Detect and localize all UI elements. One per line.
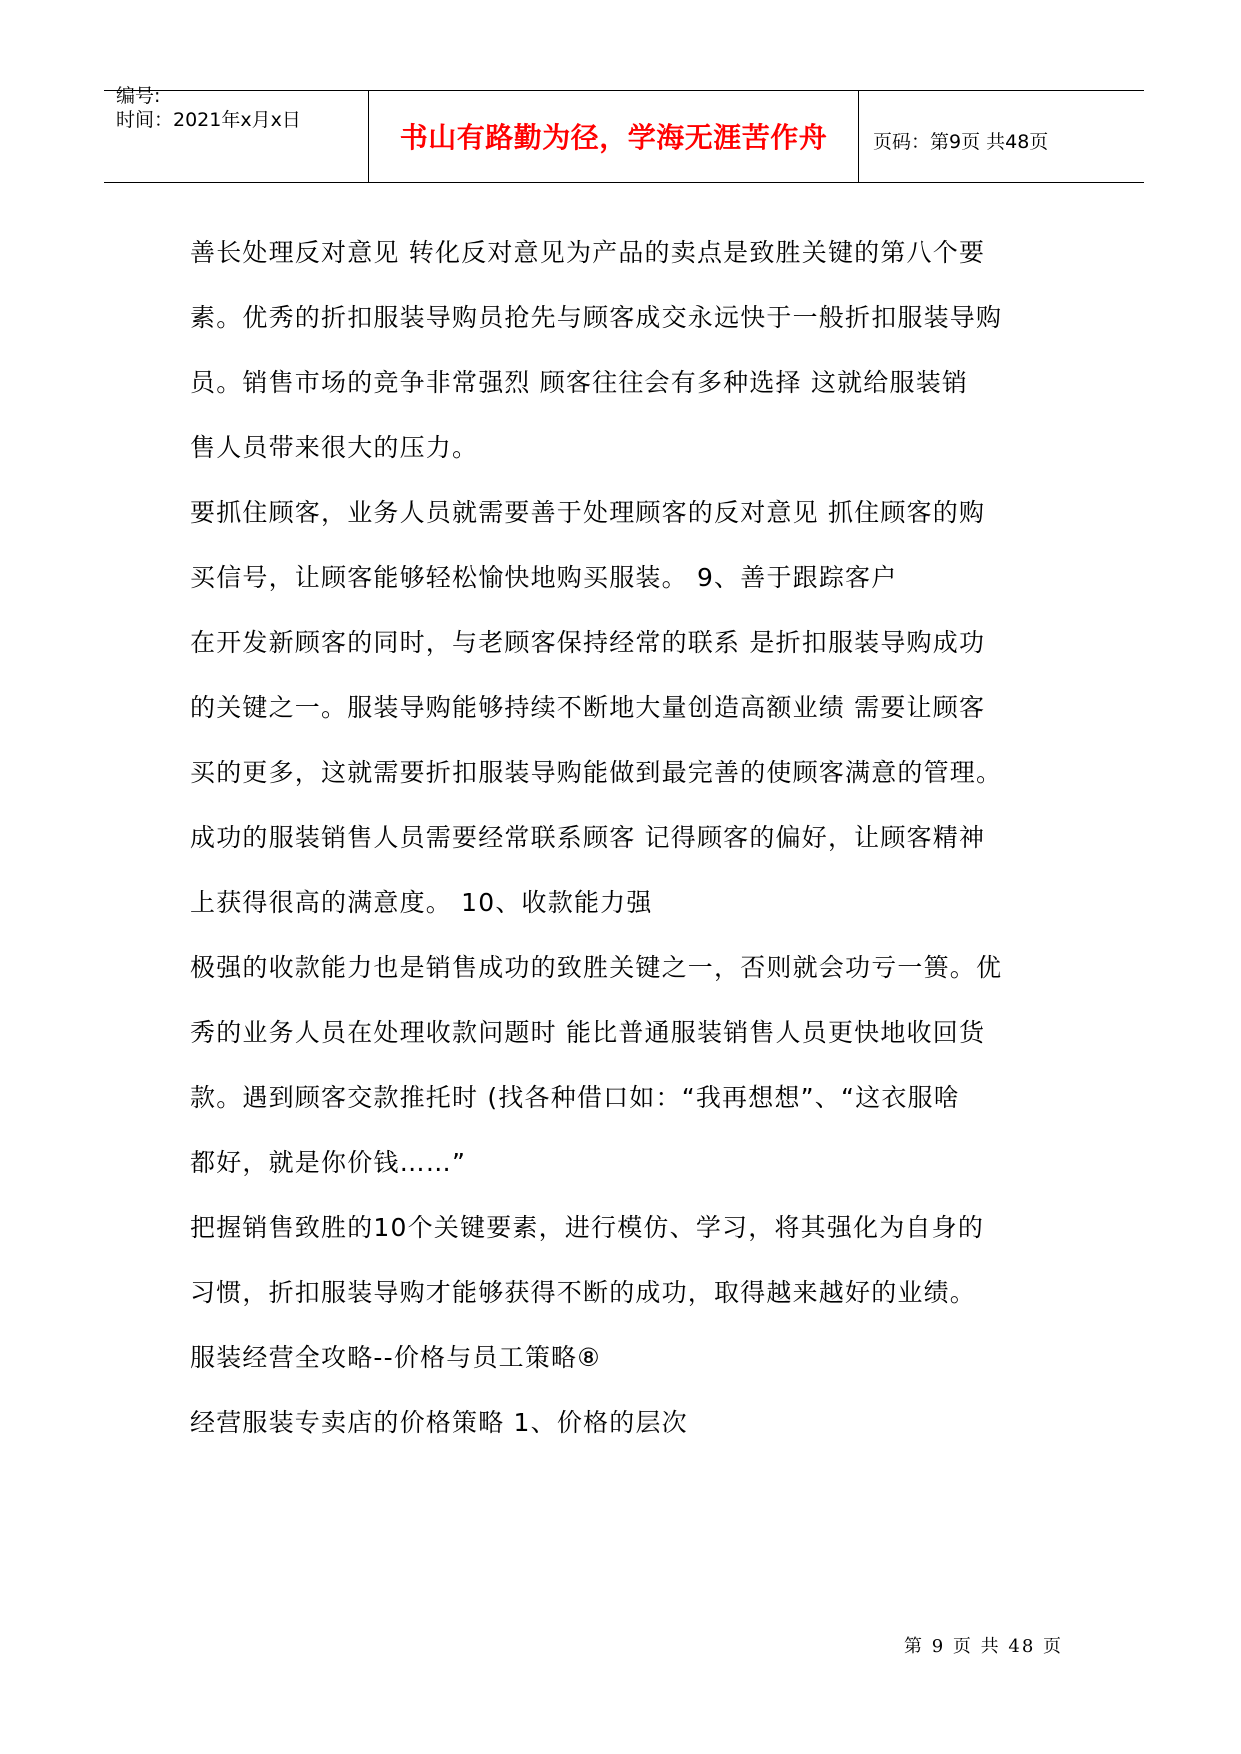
time-label: 时间：2021年x月x日: [116, 109, 301, 131]
document-body: [190, 220, 1095, 1455]
header-page-cell: [859, 91, 1144, 182]
body-line: 员。销售市场的竞争非常强烈 顾客往往会有多种选择 这就给服装销: [190, 368, 969, 397]
body-line: 服装经营全攻略--价格与员工策略⑧: [190, 1343, 601, 1372]
body-line: 把握销售致胜的10个关键要素，进行模仿、学习，将其强化为自身的: [190, 1213, 985, 1242]
motto: 书山有路勤为径，学海无涯苦作舟: [399, 121, 828, 154]
body-line: 售人员带来很大的压力。: [190, 433, 479, 462]
body-line: 成功的服装销售人员需要经常联系顾客 记得顾客的偏好，让顾客精神: [190, 823, 986, 852]
header-meta-cell: [104, 85, 369, 182]
body-line: 的关键之一。服装导购能够持续不断地大量创造高额业绩 需要让顾客: [190, 693, 986, 722]
body-line: 在开发新顾客的同时，与老顾客保持经常的联系 是折扣服装导购成功: [190, 628, 986, 657]
page-header: [104, 85, 1144, 183]
body-line: 买信号，让顾客能够轻松愉快地购买服装。 9、善于跟踪客户: [190, 563, 898, 592]
header-motto-cell: [369, 91, 859, 182]
body-line: 善长处理反对意见 转化反对意见为产品的卖点是致胜关键的第八个要: [190, 238, 986, 267]
body-line: 都好，就是你价钱……”: [190, 1148, 467, 1177]
page-footer: 第 9 页 共 48 页: [904, 1636, 1063, 1657]
body-line: 素。优秀的折扣服装导购员抢先与顾客成交永远快于一般折扣服装导购: [190, 303, 1003, 332]
body-line: 秀的业务人员在处理收款问题时 能比普通服装销售人员更快地收回货: [190, 1018, 986, 1047]
body-line: 上获得很高的满意度。 10、收款能力强: [190, 888, 653, 917]
body-line: 款。遇到顾客交款推托时 (找各种借口如：“我再想想”、“这衣服啥: [190, 1083, 960, 1112]
number-label: 编号:: [116, 85, 161, 107]
body-line: 经营服装专卖店的价格策略 1、价格的层次: [190, 1408, 688, 1437]
page-number-label: 页码：第9页 共48页: [873, 131, 1049, 153]
body-line: 习惯，折扣服装导购才能够获得不断的成功，取得越来越好的业绩。: [190, 1278, 977, 1307]
body-line: 买的更多，这就需要折扣服装导购能做到最完善的使顾客满意的管理。: [190, 758, 1003, 787]
body-line: 要抓住顾客，业务人员就需要善于处理顾客的反对意见 抓住顾客的购: [190, 498, 986, 527]
body-line: 极强的收款能力也是销售成功的致胜关键之一，否则就会功亏一篑。优: [190, 953, 1003, 982]
